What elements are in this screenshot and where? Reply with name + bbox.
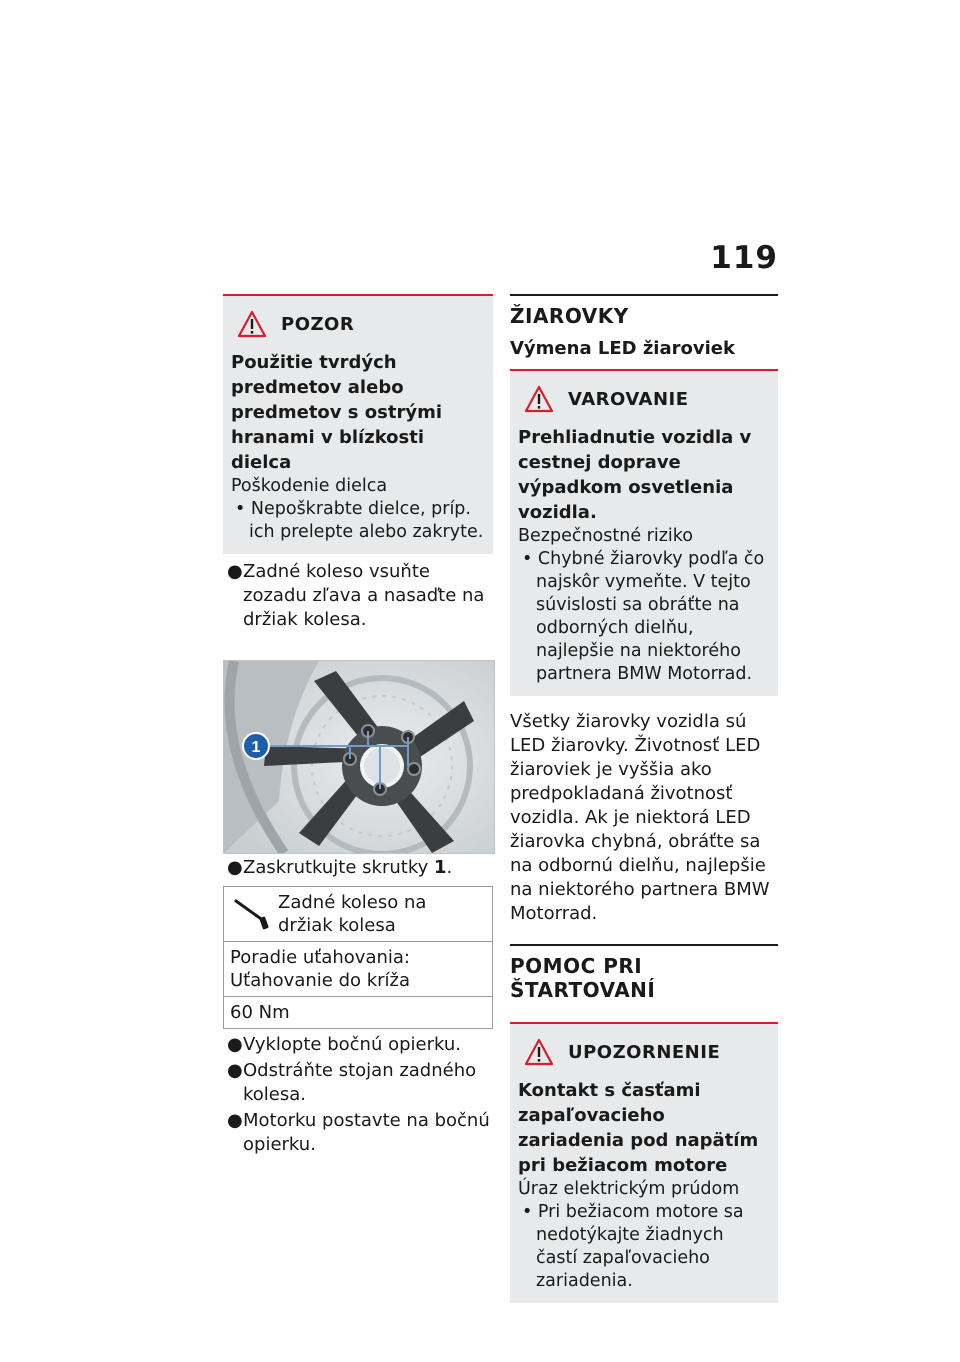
warning-measure-text: Chybné žiarovky podľa čo najskôr vymeňte. V tejto súvislosti sa obráťte na odborných dielňu, najlepšie na niektorého partnera BMW Motorrad. <box>536 549 765 684</box>
bulbs-paragraph: Všetky žiarovky vozidla sú LED žiarovky. Životnosť LED žiaroviek je vyššia ako predpokladaná životnosť vozidla. Ak je niektorá LED žiarovka chybná, obráťte sa na odbornú dielňu, najlepšie na niektorého partnera BMW Motorrad. <box>510 711 770 924</box>
right-column <box>510 294 778 1303</box>
torque-title: Zadné koleso na držiak kolesa <box>278 892 427 936</box>
step-screw-bolts: ●Zaskrutkujte skrutky 1. <box>227 857 453 878</box>
warning-title: VAROVANIE <box>568 388 689 410</box>
torque-wrench-icon <box>230 891 272 931</box>
warning-triangle-icon <box>237 310 267 338</box>
section-title-bulbs: ŽIAROVKY <box>510 294 778 328</box>
step-screw-bolts-text: Zaskrutkujte skrutky <box>243 857 434 878</box>
caution-title: POZOR <box>281 313 355 335</box>
notice-measure: • Pri bežiacom motore sa nedotýkajte žiadnych častí zapaľovacieho zariadenia. <box>522 1202 744 1291</box>
step-insert-wheel-text: Zadné koleso vsuňte zozadu zľava a nasaďte na držiak kolesa. <box>243 561 485 630</box>
warning-box-ignition <box>510 1022 778 1303</box>
callout-number: 1 <box>251 739 261 756</box>
caution-box <box>223 294 493 554</box>
notice-title: UPOZORNENIE <box>568 1041 721 1063</box>
rear-wheel-figure <box>223 660 495 854</box>
left-column <box>223 294 493 1157</box>
step-remove-stand-text: Odstráňte stojan zadného kolesa. <box>243 1060 477 1105</box>
warning-measure: • Chybné žiarovky podľa čo najskôr vymeňte. V tejto súvislosti sa obráťte na odborných dielňu, najlepšie na niektorého partnera BMW Motorrad. <box>522 549 765 684</box>
caution-hazard: Použitie tvrdých predmetov alebo predmetov s ostrými hranami v blízkosti dielca <box>231 352 442 473</box>
notice-consequence: Úraz elektrickým prúdom <box>518 1179 740 1199</box>
step-insert-wheel: ●Zadné koleso vsuňte zozadu zľava a nasaďte na držiak kolesa. <box>227 561 485 630</box>
step-remove-stand: ●Odstráňte stojan zadného kolesa. <box>227 1060 477 1105</box>
notice-hazard: Kontakt s časťami zapaľovacieho zariadenia pod napätím pri bežiacom motore <box>518 1080 759 1176</box>
caution-measure: • Nepoškrabte dielce, príp. ich prelepte alebo zakryte. <box>235 499 484 542</box>
step-screw-bolts-ref: 1 <box>434 857 447 878</box>
torque-table <box>223 886 493 1029</box>
warning-box-bulbs <box>510 369 778 696</box>
step-fold-sidestand-text: Vyklopte bočnú opierku. <box>243 1034 461 1055</box>
rear-wheel-illustration <box>224 661 494 853</box>
torque-value: 60 Nm <box>230 1002 290 1023</box>
section-title-jump-start: POMOC PRI ŠTARTOVANÍ <box>510 944 778 1002</box>
warning-hazard: Prehliadnutie vozidla v cestnej doprave výpadkom osvetlenia vozidla. <box>518 427 752 523</box>
step-fold-sidestand: ●Vyklopte bočnú opierku. <box>227 1034 461 1055</box>
warning-consequence: Bezpečnostné riziko <box>518 526 693 546</box>
caution-measure-text: Nepoškrabte dielce, príp. ich prelepte alebo zakryte. <box>249 499 484 542</box>
notice-measure-text: Pri bežiacom motore sa nedotýkajte žiadnych častí zapaľovacieho zariadenia. <box>536 1202 744 1291</box>
caution-consequence: Poškodenie dielca <box>231 476 388 496</box>
step-park-sidestand: ●Motorku postavte na bočnú opierku. <box>227 1110 490 1155</box>
step-park-sidestand-text: Motorku postavte na bočnú opierku. <box>243 1110 490 1155</box>
torque-order: Poradie uťahovania: Uťahovanie do kríža <box>224 942 492 997</box>
page-number: 119 <box>710 240 778 276</box>
warning-triangle-icon <box>524 1038 554 1066</box>
subsection-title-led: Výmena LED žiaroviek <box>510 338 735 359</box>
warning-triangle-icon <box>524 385 554 413</box>
